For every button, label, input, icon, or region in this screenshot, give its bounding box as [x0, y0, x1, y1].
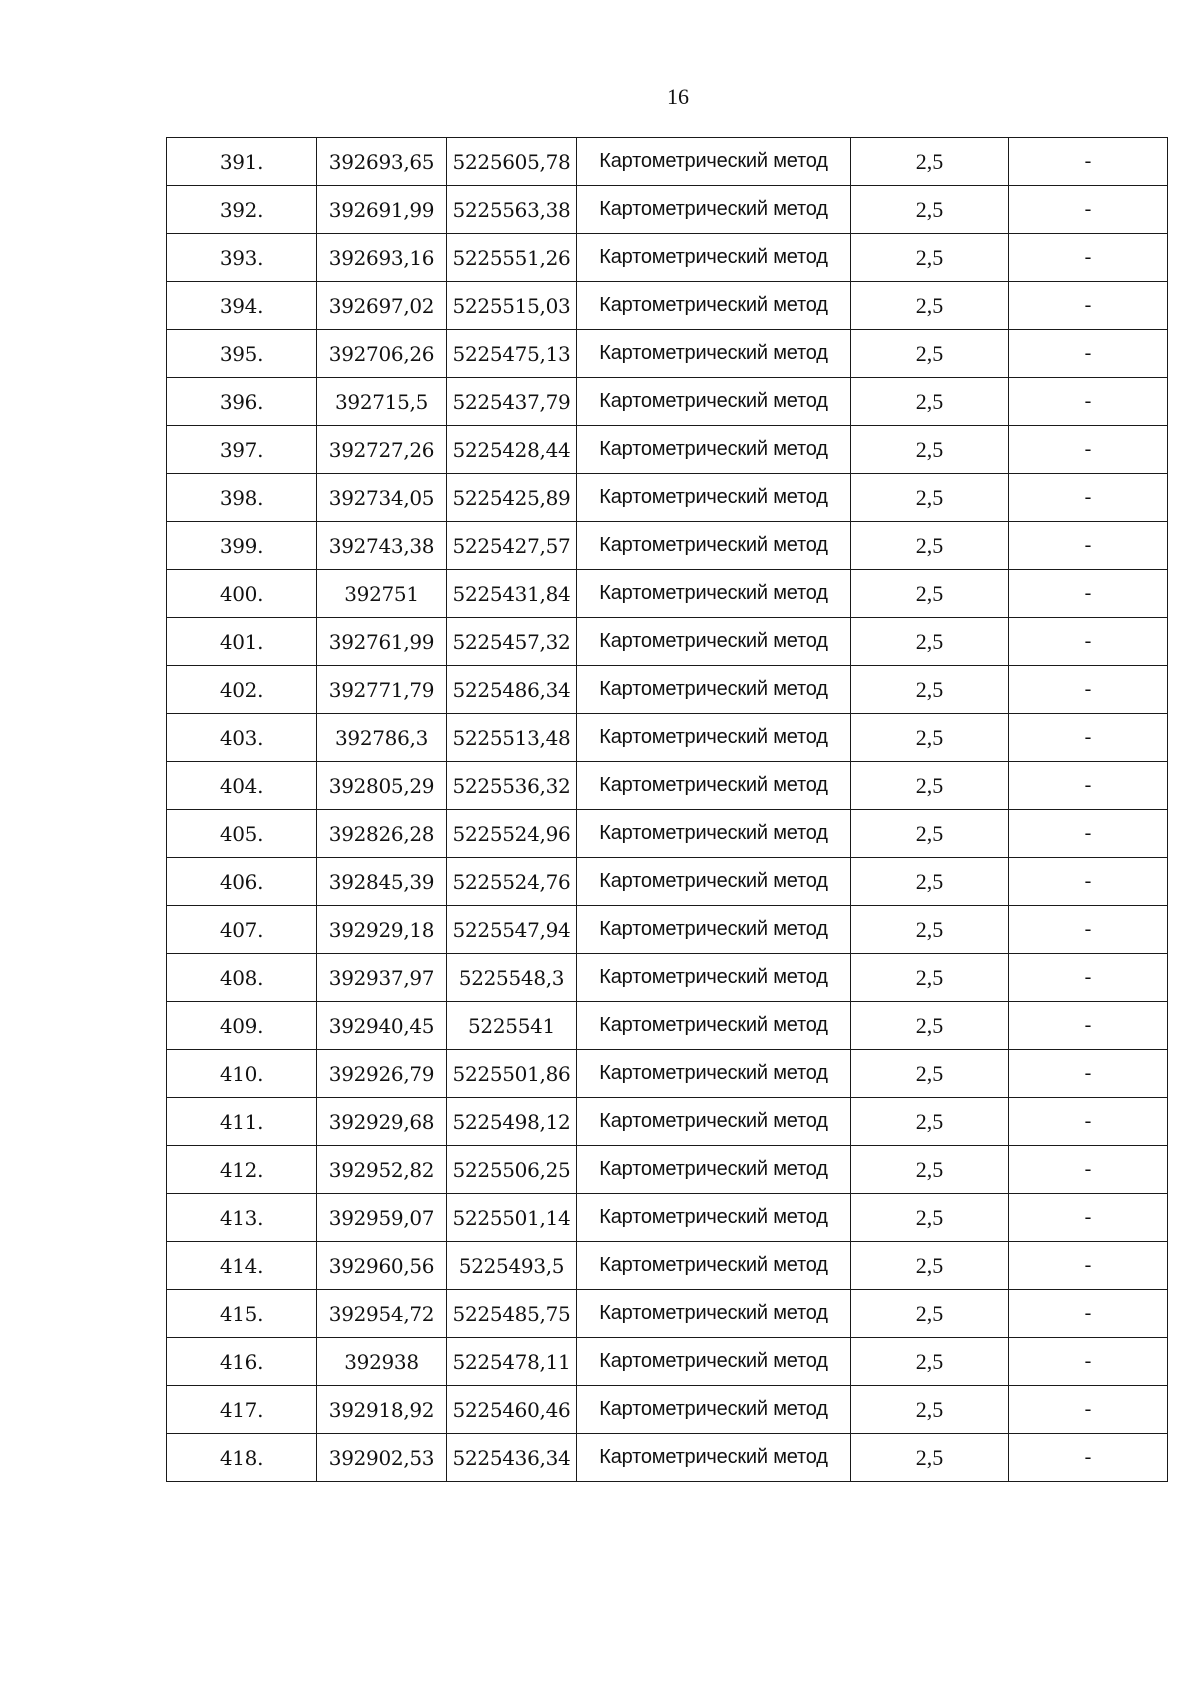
point-number-cell: 400. — [167, 570, 317, 618]
x-coordinate-cell: 392727,26 — [317, 426, 447, 474]
note-cell: - — [1009, 426, 1168, 474]
note-cell: - — [1009, 1290, 1168, 1338]
point-number-cell: 418. — [167, 1434, 317, 1482]
x-coordinate-cell: 392771,79 — [317, 666, 447, 714]
table-row — [167, 1338, 1168, 1386]
x-coordinate-cell: 392929,68 — [317, 1098, 447, 1146]
note-cell: - — [1009, 522, 1168, 570]
y-coordinate-cell: 5225498,12 — [447, 1098, 577, 1146]
accuracy-cell: 2,5 — [851, 810, 1009, 858]
note-cell: - — [1009, 1386, 1168, 1434]
y-coordinate-cell: 5225541 — [447, 1002, 577, 1050]
method-cell: Картометрический метод — [577, 1194, 851, 1242]
method-cell: Картометрический метод — [577, 426, 851, 474]
note-cell: - — [1009, 714, 1168, 762]
method-cell: Картометрический метод — [577, 666, 851, 714]
point-number-cell: 414. — [167, 1242, 317, 1290]
accuracy-cell: 2,5 — [851, 234, 1009, 282]
table-row — [167, 906, 1168, 954]
accuracy-cell: 2,5 — [851, 1146, 1009, 1194]
point-number-cell: 404. — [167, 762, 317, 810]
method-cell: Картометрический метод — [577, 1098, 851, 1146]
method-cell: Картометрический метод — [577, 618, 851, 666]
x-coordinate-cell: 392786,3 — [317, 714, 447, 762]
method-cell: Картометрический метод — [577, 138, 851, 186]
note-cell: - — [1009, 810, 1168, 858]
point-number-cell: 395. — [167, 330, 317, 378]
accuracy-cell: 2,5 — [851, 714, 1009, 762]
x-coordinate-cell: 392952,82 — [317, 1146, 447, 1194]
table-row — [167, 570, 1168, 618]
note-cell: - — [1009, 138, 1168, 186]
table-row — [167, 234, 1168, 282]
y-coordinate-cell: 5225547,94 — [447, 906, 577, 954]
note-cell: - — [1009, 666, 1168, 714]
x-coordinate-cell: 392902,53 — [317, 1434, 447, 1482]
x-coordinate-cell: 392743,38 — [317, 522, 447, 570]
point-number-cell: 391. — [167, 138, 317, 186]
x-coordinate-cell: 392697,02 — [317, 282, 447, 330]
accuracy-cell: 2,5 — [851, 906, 1009, 954]
note-cell: - — [1009, 378, 1168, 426]
accuracy-cell: 2,5 — [851, 282, 1009, 330]
x-coordinate-cell: 392805,29 — [317, 762, 447, 810]
x-coordinate-cell: 392918,92 — [317, 1386, 447, 1434]
note-cell: - — [1009, 954, 1168, 1002]
method-cell: Картометрический метод — [577, 522, 851, 570]
accuracy-cell: 2,5 — [851, 858, 1009, 906]
accuracy-cell: 2,5 — [851, 378, 1009, 426]
x-coordinate-cell: 392959,07 — [317, 1194, 447, 1242]
y-coordinate-cell: 5225524,76 — [447, 858, 577, 906]
table-row — [167, 1002, 1168, 1050]
table-row — [167, 1098, 1168, 1146]
y-coordinate-cell: 5225478,11 — [447, 1338, 577, 1386]
y-coordinate-cell: 5225460,46 — [447, 1386, 577, 1434]
point-number-cell: 417. — [167, 1386, 317, 1434]
method-cell: Картометрический метод — [577, 1386, 851, 1434]
note-cell: - — [1009, 618, 1168, 666]
table-row — [167, 1050, 1168, 1098]
table-row — [167, 666, 1168, 714]
note-cell: - — [1009, 1338, 1168, 1386]
note-cell: - — [1009, 858, 1168, 906]
table-row — [167, 1146, 1168, 1194]
method-cell: Картометрический метод — [577, 1290, 851, 1338]
y-coordinate-cell: 5225536,32 — [447, 762, 577, 810]
method-cell: Картометрический метод — [577, 330, 851, 378]
table-row — [167, 138, 1168, 186]
table-row — [167, 522, 1168, 570]
note-cell: - — [1009, 474, 1168, 522]
table-row — [167, 282, 1168, 330]
method-cell: Картометрический метод — [577, 1002, 851, 1050]
accuracy-cell: 2,5 — [851, 474, 1009, 522]
accuracy-cell: 2,5 — [851, 1290, 1009, 1338]
accuracy-cell: 2,5 — [851, 570, 1009, 618]
note-cell: - — [1009, 906, 1168, 954]
y-coordinate-cell: 5225486,34 — [447, 666, 577, 714]
coordinates-table-body — [167, 138, 1168, 1482]
table-row — [167, 618, 1168, 666]
method-cell: Картометрический метод — [577, 762, 851, 810]
table-row — [167, 378, 1168, 426]
y-coordinate-cell: 5225425,89 — [447, 474, 577, 522]
method-cell: Картометрический метод — [577, 810, 851, 858]
note-cell: - — [1009, 1434, 1168, 1482]
method-cell: Картометрический метод — [577, 1050, 851, 1098]
accuracy-cell: 2,5 — [851, 1434, 1009, 1482]
note-cell: - — [1009, 330, 1168, 378]
y-coordinate-cell: 5225475,13 — [447, 330, 577, 378]
x-coordinate-cell: 392715,5 — [317, 378, 447, 426]
accuracy-cell: 2,5 — [851, 522, 1009, 570]
method-cell: Картометрический метод — [577, 858, 851, 906]
x-coordinate-cell: 392693,65 — [317, 138, 447, 186]
point-number-cell: 409. — [167, 1002, 317, 1050]
point-number-cell: 397. — [167, 426, 317, 474]
y-coordinate-cell: 5225524,96 — [447, 810, 577, 858]
note-cell: - — [1009, 1002, 1168, 1050]
table-row — [167, 330, 1168, 378]
table-row — [167, 186, 1168, 234]
method-cell: Картометрический метод — [577, 1242, 851, 1290]
x-coordinate-cell: 392954,72 — [317, 1290, 447, 1338]
method-cell: Картометрический метод — [577, 474, 851, 522]
y-coordinate-cell: 5225493,5 — [447, 1242, 577, 1290]
point-number-cell: 392. — [167, 186, 317, 234]
note-cell: - — [1009, 186, 1168, 234]
x-coordinate-cell: 392960,56 — [317, 1242, 447, 1290]
note-cell: - — [1009, 762, 1168, 810]
y-coordinate-cell: 5225551,26 — [447, 234, 577, 282]
accuracy-cell: 2,5 — [851, 1002, 1009, 1050]
table-row — [167, 762, 1168, 810]
note-cell: - — [1009, 1050, 1168, 1098]
method-cell: Картометрический метод — [577, 234, 851, 282]
method-cell: Картометрический метод — [577, 378, 851, 426]
table-row — [167, 714, 1168, 762]
method-cell: Картометрический метод — [577, 186, 851, 234]
x-coordinate-cell: 392734,05 — [317, 474, 447, 522]
y-coordinate-cell: 5225506,25 — [447, 1146, 577, 1194]
accuracy-cell: 2,5 — [851, 1050, 1009, 1098]
table-row — [167, 858, 1168, 906]
note-cell: - — [1009, 1242, 1168, 1290]
method-cell: Картометрический метод — [577, 1338, 851, 1386]
point-number-cell: 412. — [167, 1146, 317, 1194]
accuracy-cell: 2,5 — [851, 1098, 1009, 1146]
y-coordinate-cell: 5225436,34 — [447, 1434, 577, 1482]
accuracy-cell: 2,5 — [851, 666, 1009, 714]
point-number-cell: 396. — [167, 378, 317, 426]
y-coordinate-cell: 5225437,79 — [447, 378, 577, 426]
y-coordinate-cell: 5225501,86 — [447, 1050, 577, 1098]
accuracy-cell: 2,5 — [851, 762, 1009, 810]
point-number-cell: 401. — [167, 618, 317, 666]
point-number-cell: 403. — [167, 714, 317, 762]
point-number-cell: 415. — [167, 1290, 317, 1338]
point-number-cell: 402. — [167, 666, 317, 714]
x-coordinate-cell: 392926,79 — [317, 1050, 447, 1098]
table-row — [167, 1242, 1168, 1290]
point-number-cell: 398. — [167, 474, 317, 522]
note-cell: - — [1009, 1146, 1168, 1194]
note-cell: - — [1009, 1194, 1168, 1242]
point-number-cell: 408. — [167, 954, 317, 1002]
y-coordinate-cell: 5225501,14 — [447, 1194, 577, 1242]
x-coordinate-cell: 392940,45 — [317, 1002, 447, 1050]
accuracy-cell: 2,5 — [851, 426, 1009, 474]
table-row — [167, 810, 1168, 858]
coordinates-table — [166, 137, 1168, 1482]
y-coordinate-cell: 5225513,48 — [447, 714, 577, 762]
x-coordinate-cell: 392826,28 — [317, 810, 447, 858]
y-coordinate-cell: 5225485,75 — [447, 1290, 577, 1338]
method-cell: Картометрический метод — [577, 282, 851, 330]
accuracy-cell: 2,5 — [851, 186, 1009, 234]
accuracy-cell: 2,5 — [851, 330, 1009, 378]
accuracy-cell: 2,5 — [851, 954, 1009, 1002]
point-number-cell: 406. — [167, 858, 317, 906]
accuracy-cell: 2,5 — [851, 1338, 1009, 1386]
x-coordinate-cell: 392938 — [317, 1338, 447, 1386]
point-number-cell: 407. — [167, 906, 317, 954]
method-cell: Картометрический метод — [577, 714, 851, 762]
note-cell: - — [1009, 234, 1168, 282]
accuracy-cell: 2,5 — [851, 1386, 1009, 1434]
table-row — [167, 1194, 1168, 1242]
x-coordinate-cell: 392751 — [317, 570, 447, 618]
y-coordinate-cell: 5225605,78 — [447, 138, 577, 186]
x-coordinate-cell: 392845,39 — [317, 858, 447, 906]
x-coordinate-cell: 392937,97 — [317, 954, 447, 1002]
x-coordinate-cell: 392761,99 — [317, 618, 447, 666]
point-number-cell: 416. — [167, 1338, 317, 1386]
y-coordinate-cell: 5225457,32 — [447, 618, 577, 666]
accuracy-cell: 2,5 — [851, 618, 1009, 666]
x-coordinate-cell: 392693,16 — [317, 234, 447, 282]
point-number-cell: 410. — [167, 1050, 317, 1098]
point-number-cell: 399. — [167, 522, 317, 570]
point-number-cell: 393. — [167, 234, 317, 282]
page-number: 16 — [667, 84, 689, 109]
table-row — [167, 426, 1168, 474]
table-row — [167, 1434, 1168, 1482]
point-number-cell: 405. — [167, 810, 317, 858]
method-cell: Картометрический метод — [577, 1434, 851, 1482]
x-coordinate-cell: 392691,99 — [317, 186, 447, 234]
x-coordinate-cell: 392929,18 — [317, 906, 447, 954]
y-coordinate-cell: 5225515,03 — [447, 282, 577, 330]
note-cell: - — [1009, 282, 1168, 330]
table-row — [167, 1386, 1168, 1434]
method-cell: Картометрический метод — [577, 906, 851, 954]
accuracy-cell: 2,5 — [851, 138, 1009, 186]
note-cell: - — [1009, 1098, 1168, 1146]
y-coordinate-cell: 5225427,57 — [447, 522, 577, 570]
point-number-cell: 411. — [167, 1098, 317, 1146]
accuracy-cell: 2,5 — [851, 1242, 1009, 1290]
note-cell: - — [1009, 570, 1168, 618]
point-number-cell: 394. — [167, 282, 317, 330]
x-coordinate-cell: 392706,26 — [317, 330, 447, 378]
y-coordinate-cell: 5225431,84 — [447, 570, 577, 618]
method-cell: Картометрический метод — [577, 1146, 851, 1194]
y-coordinate-cell: 5225563,38 — [447, 186, 577, 234]
y-coordinate-cell: 5225428,44 — [447, 426, 577, 474]
method-cell: Картометрический метод — [577, 954, 851, 1002]
table-row — [167, 474, 1168, 522]
table-row — [167, 1290, 1168, 1338]
accuracy-cell: 2,5 — [851, 1194, 1009, 1242]
table-row — [167, 954, 1168, 1002]
method-cell: Картометрический метод — [577, 570, 851, 618]
y-coordinate-cell: 5225548,3 — [447, 954, 577, 1002]
point-number-cell: 413. — [167, 1194, 317, 1242]
